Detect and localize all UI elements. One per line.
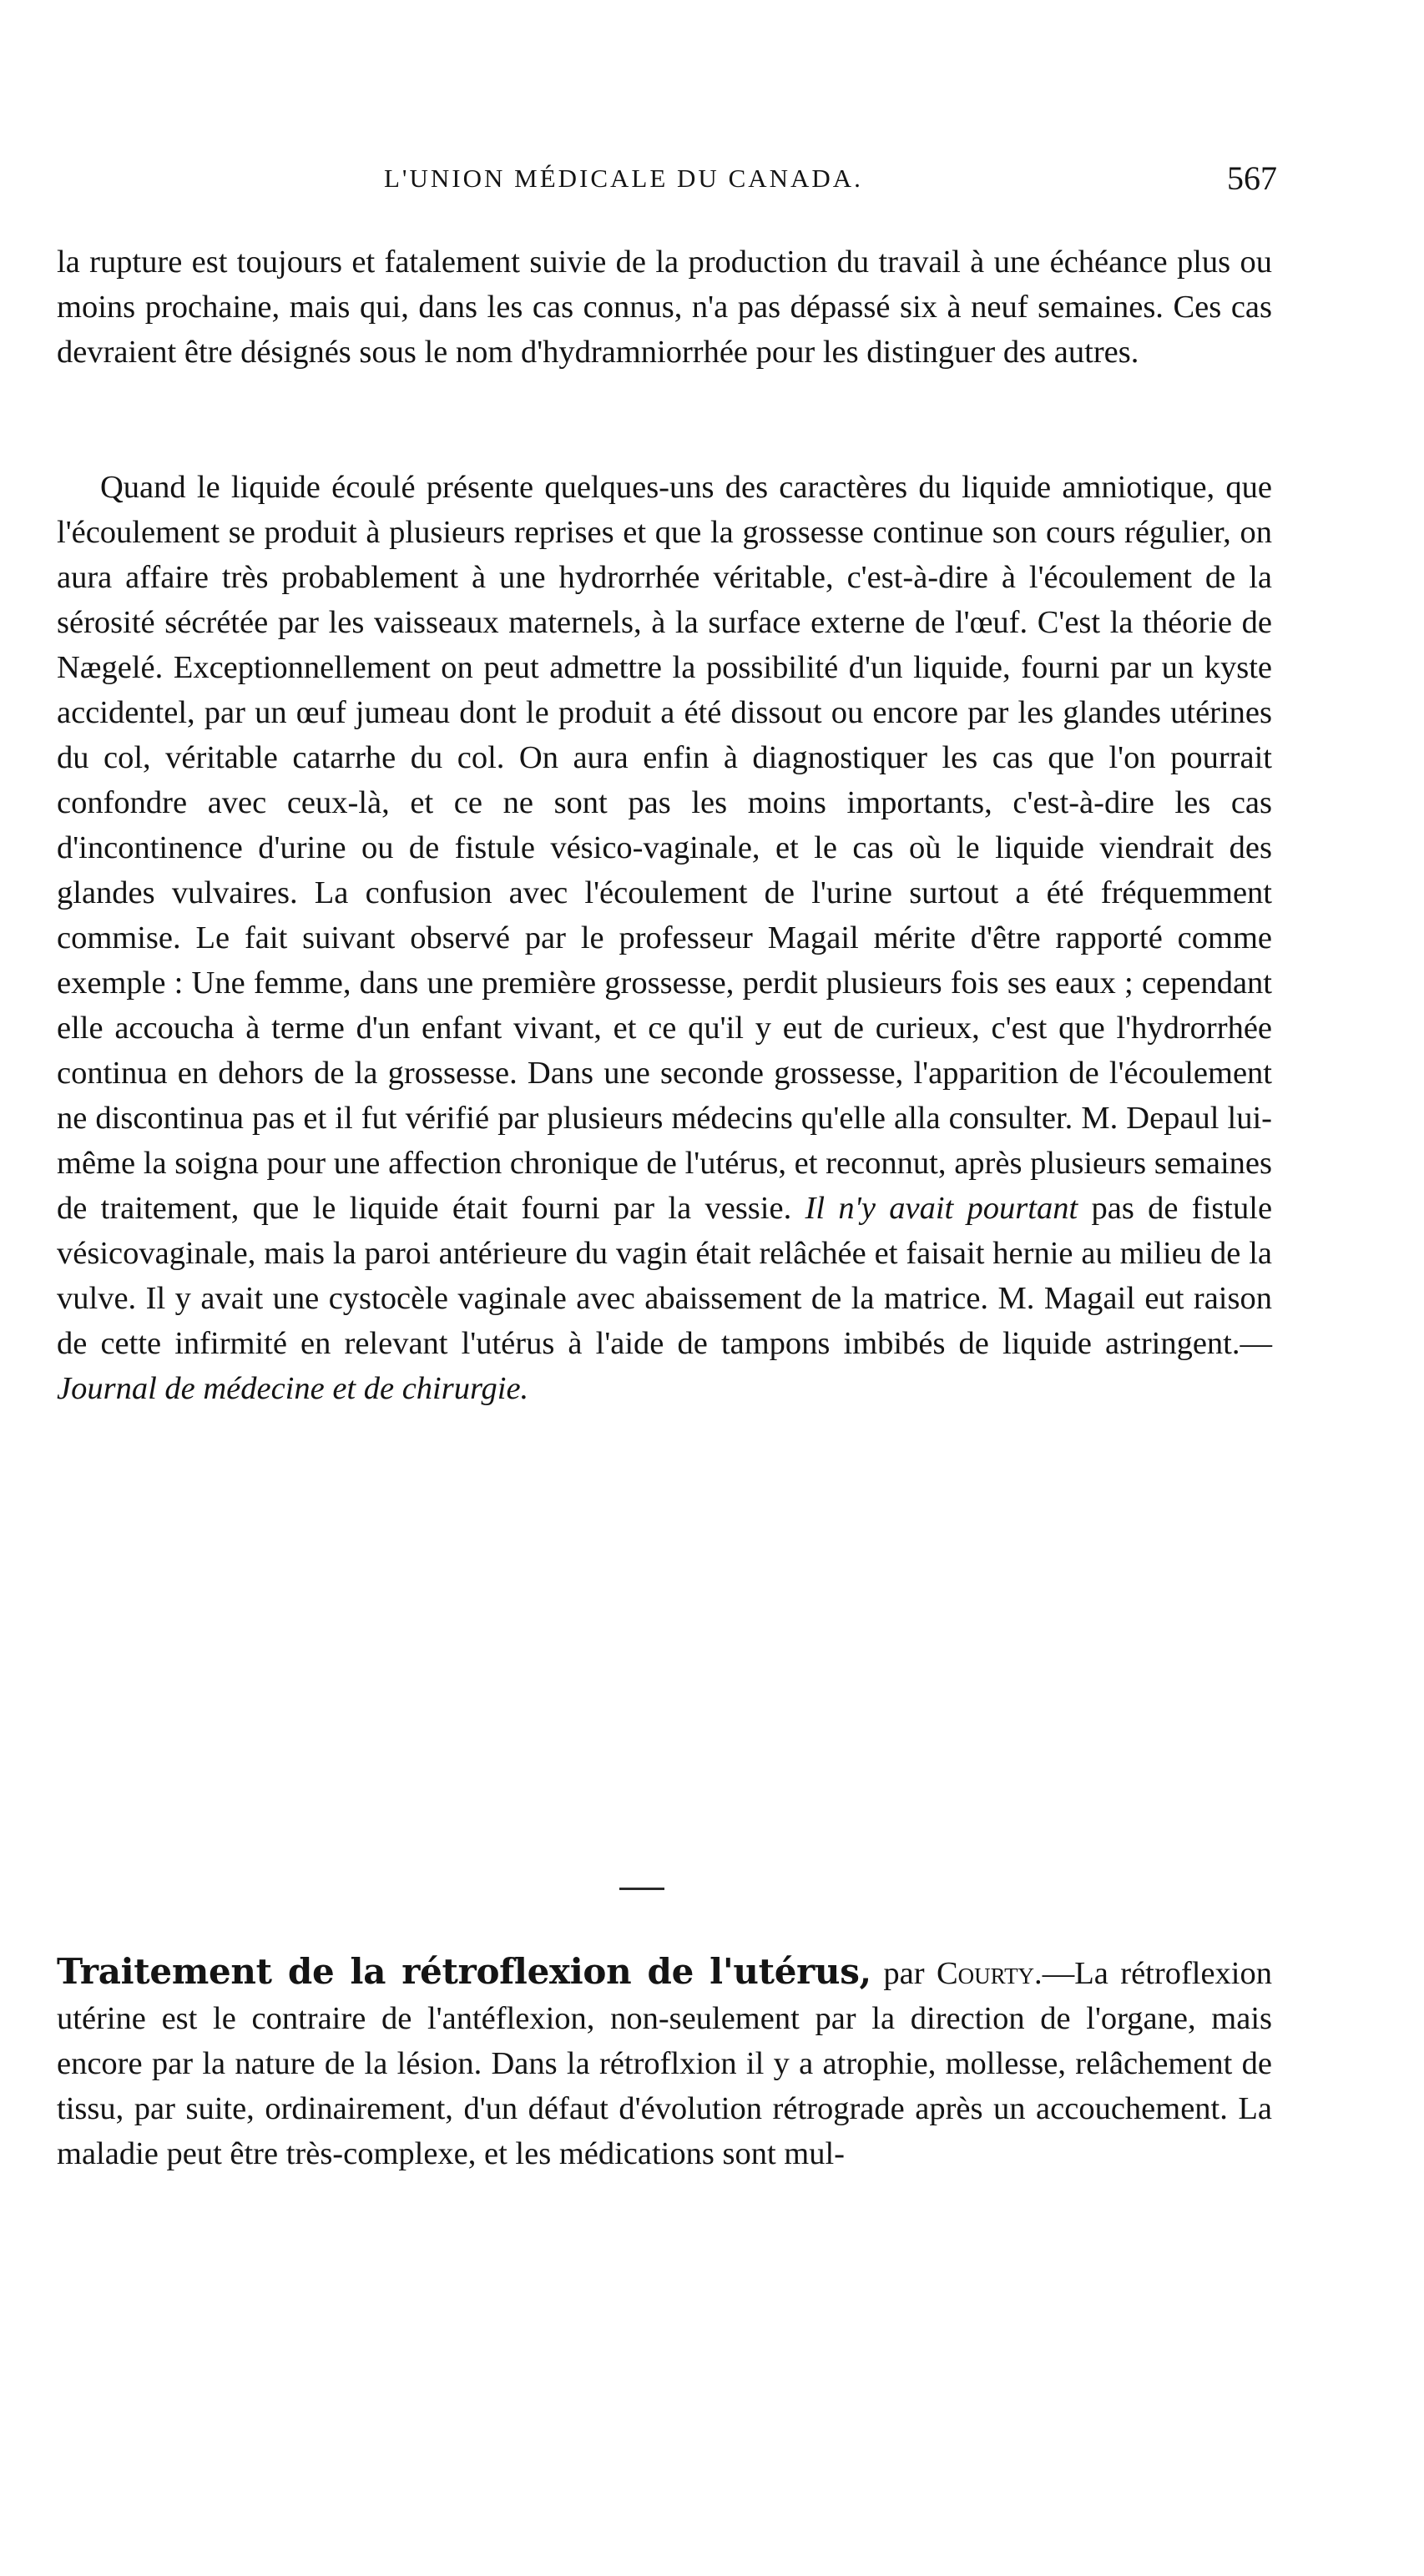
author-name: Courty. [937,1956,1043,1991]
journal-title: L'UNION MÉDICALE DU CANADA. [384,164,863,193]
source-citation: Journal de médecine et de chirurgie. [57,1371,529,1406]
paragraph-text-end: pas de fistule vésicovaginale, mais la paroi antérieure du vagin était relâchée et faisait hernie au milieu de la vulve. Il y avait une cystocèle vaginale avec abaissement de la matrice. M. Magail eut raison de cette infirmité en relevant l'utérus à l'aide de tampons imbibés de liquide astringent.— [57,1191,1273,1361]
section-heading: Traitement de la rétroflexion de l'utérus, [57,1951,871,1992]
paragraph-text: la rupture est toujours et fatalement suivie de la production du travail à une échéance plus ou moins prochaine, mais qui, dans les cas connus, n'a pas dépassé six à neuf semaines. Ces cas devraient être désignés sous le nom d'hydramniorrhée pour les distinguer des autres. [57,244,1272,370]
paragraph-hydrorrhee [57,465,1272,1411]
author-prefix: par [883,1956,925,1991]
page-number: 567 [1227,159,1277,197]
paragraph-text: —La rétroflexion utérine est le contraire de l'antéflexion, non-seulement par la direction de l'organe, mais encore par la nature de la lésion. Dans la rétroflxion il y a atrophie, mollesse, relâchement de tissu, par suite, ordinairement, d'un défaut d'évolution rétrograde après un accouchement. La maladie peut être très-complexe, et les médications sont mul- [57,1956,1272,2171]
running-header [50,159,1277,214]
paragraph-retroflexion [57,1949,1272,2176]
italic-remark: Il n'y avait pourtant [805,1191,1078,1226]
section-separator [619,1888,664,1890]
paragraph-text: Quand le liquide écoulé présente quelques-uns des caractères du liquide amniotique, que l'écoulement se produit à plusieurs reprises et que la grossesse continue son cours régulier, on aura affaire très probablement à une hydrorrhée véritable, c'est-à-dire à l'écoulement de la sérosité sécrétée par les vaisseaux maternels, à la surface externe de l'œuf. C'est la théorie de Nægelé. Exceptionnellement on peut admettre la possibilité d'un liquide, fourni par un kyste accidentel, par un œuf jumeau dont le produit a été dissout ou encore par les glandes utérines du col, véritable catarrhe du col. On aura enfin à diagnostiquer les cas que l'on pourrait confondre avec ceux-là, et ce ne sont pas les moins importants, c'est-à-dire les cas d'incontinence d'urine ou de fistule vésico-vaginale, et le cas où le liquide viendrait des glandes vulvaires. La confusion avec l'écoulement de l'urine surtout a été fréquemment commise. Le fait suivant observé par le professeur Magail mérite d'être rapporté comme exemple : Une femme, dans une première grossesse, perdit plusieurs fois ses eaux ; cependant elle accoucha à terme d'un enfant vivant, et ce qu'il y eut de curieux, c'est que l'hydrorrhée continua en dehors de la grossesse. Dans une seconde grossesse, l'apparition de l'écoulement ne discontinua pas et il fut vérifié par plusieurs médecins qu'elle alla consulter. M. Depaul lui-même la soigna pour une affection chronique de l'utérus, et reconnut, après plusieurs semaines de traitement, que le liquide était fourni par la vessie. [57,470,1272,1226]
paragraph-continuation [57,239,1272,375]
